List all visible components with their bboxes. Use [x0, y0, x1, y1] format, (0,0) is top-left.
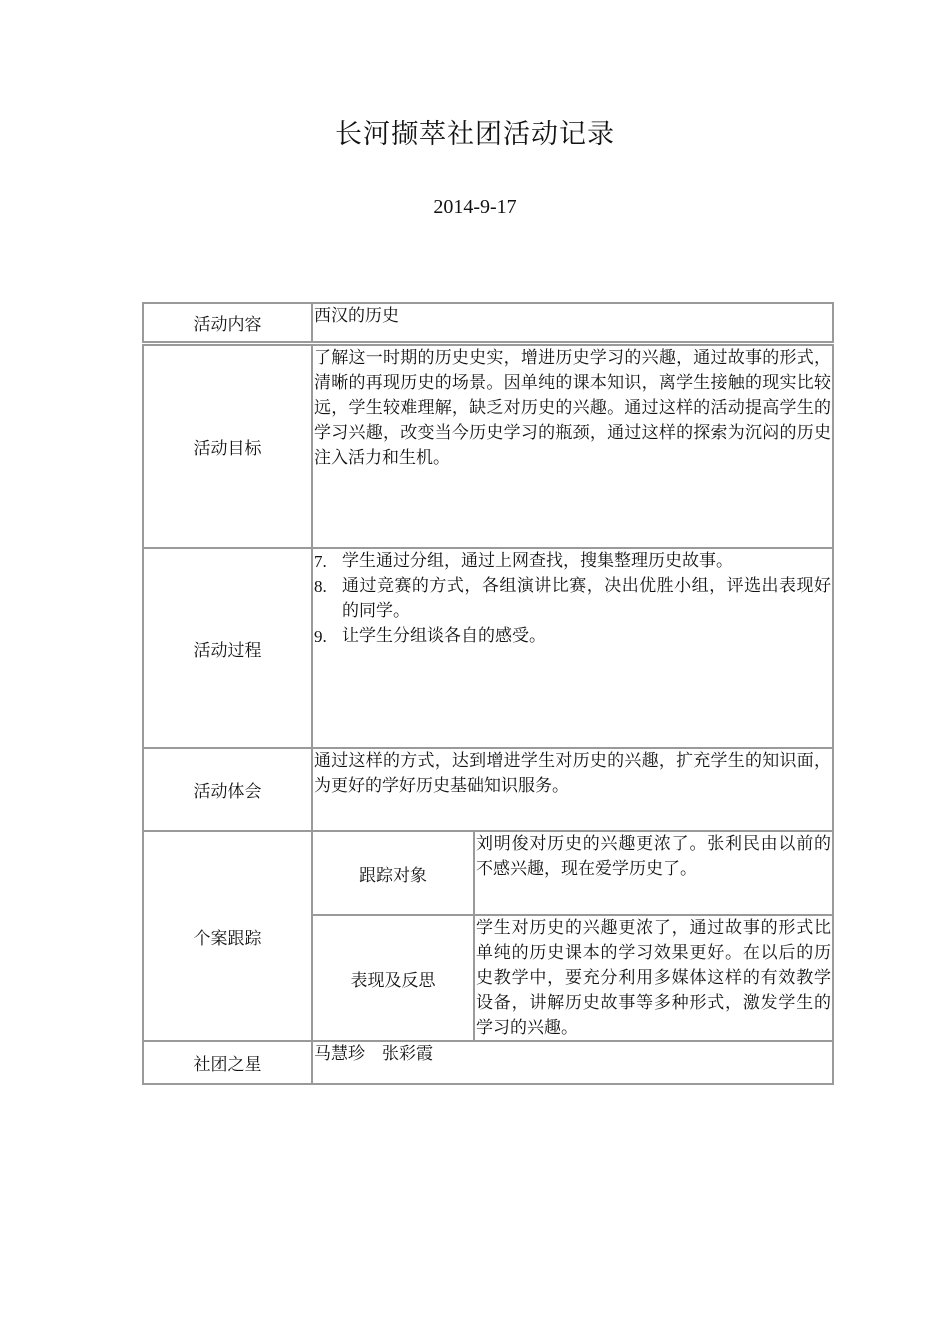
- activity-content-label: [142, 302, 313, 343]
- process-step-text: 学生通过分组，通过上网查找，搜集整理历史故事。: [342, 551, 733, 571]
- activity-goal-label: [142, 344, 313, 549]
- activity-experience-text: 通过这样的方式，达到增进学生对历史的兴趣，扩充学生的知识面，为更好的学好历史基础知识服务。: [314, 751, 831, 796]
- case-tracking-label-text: 个案跟踪: [193, 928, 262, 949]
- reflection-value: [473, 914, 834, 1042]
- club-star-label-text: 社团之星: [193, 1055, 262, 1075]
- activity-content-text: 西汉的历史: [314, 306, 399, 326]
- activity-content-label-text: 活动内容: [193, 315, 262, 335]
- document-title: 长河撷萃社团活动记录: [335, 119, 615, 150]
- process-step: [314, 574, 831, 624]
- activity-experience-label: [142, 747, 313, 832]
- tracking-target-value: [473, 830, 834, 916]
- activity-content-value: [311, 302, 834, 343]
- process-step-number: 8.: [314, 577, 327, 596]
- reflection-label: [311, 914, 475, 1042]
- activity-experience-label-text: 活动体会: [193, 782, 262, 802]
- activity-process-label-text: 活动过程: [193, 640, 262, 661]
- activity-experience-value: [311, 747, 834, 832]
- process-step-list: [314, 549, 831, 649]
- tracking-target-label: [311, 830, 475, 916]
- club-star-names: 马慧珍 张彩霞: [314, 1044, 433, 1064]
- process-step-text: 通过竞赛的方式，各组演讲比赛，决出优胜小组，评选出表现好的同学。: [342, 576, 831, 621]
- reflection-text: 学生对历史的兴趣更浓了，通过故事的形式比单纯的历史课本的学习效果更好。在以后的历史教学中，要充分利用多媒体这样的有效教学设备，讲解历史故事等多种形式，激发学生的学习的兴趣。: [476, 918, 831, 1038]
- process-step-number: 9.: [314, 627, 327, 646]
- activity-process-value: [311, 547, 834, 749]
- process-step-text: 让学生分组谈各自的感受。: [342, 626, 546, 646]
- activity-goal-text: 了解这一时期的历史史实，增进历史学习的兴趣，通过故事的形式，清晰的再现历史的场景。因单纯的课本知识，离学生接触的现实比较远，学生较难理解，缺乏对历史的兴趣。通过这样的活动提高学生的学习兴趣，改变当今历史学习的瓶颈，通过这样的探索为沉闷的历史注入活力和生机。: [314, 348, 831, 468]
- activity-goal-value: [311, 344, 834, 549]
- club-star-value: [311, 1040, 834, 1085]
- tracking-target-text: 刘明俊对历史的兴趣更浓了。张利民由以前的不感兴趣，现在爱学历史了。: [476, 834, 831, 879]
- reflection-label-text: 表现及反思: [350, 970, 436, 991]
- case-tracking-label: [142, 830, 313, 1042]
- club-star-label: [142, 1040, 313, 1085]
- activity-goal-label-text: 活动目标: [193, 439, 262, 459]
- tracking-target-label-text: 跟踪对象: [359, 865, 427, 886]
- process-step: [314, 624, 831, 649]
- activity-process-label: [142, 547, 313, 749]
- process-step-number: 7.: [314, 552, 327, 571]
- record-date: 2014-9-17: [433, 196, 517, 218]
- process-step: [314, 549, 831, 574]
